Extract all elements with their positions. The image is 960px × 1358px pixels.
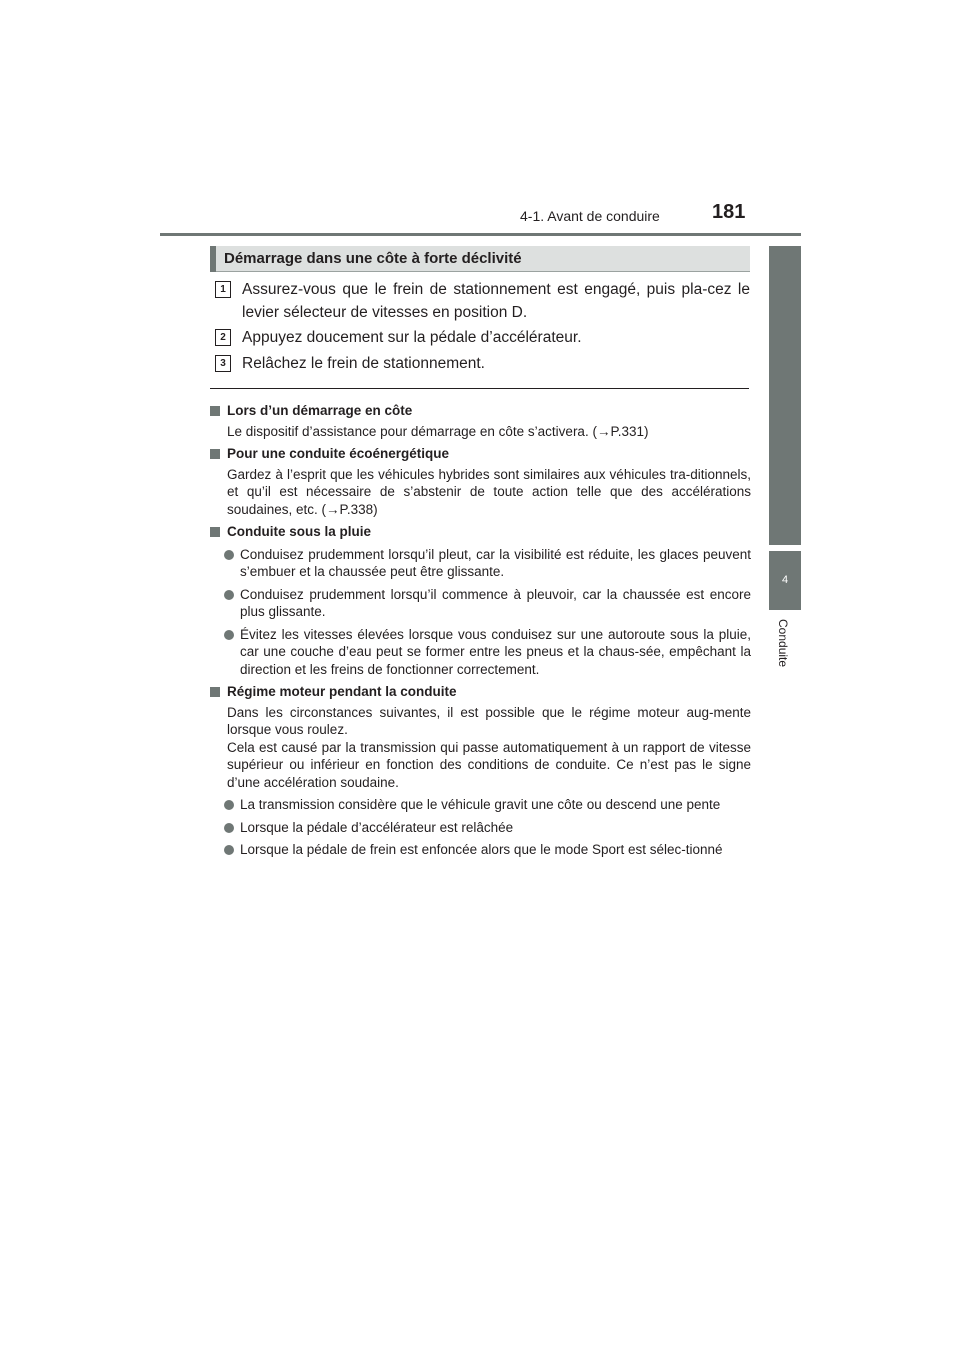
note-heading: Conduite sous la pluie [210, 523, 751, 541]
square-bullet-icon [210, 449, 220, 459]
section-heading [210, 246, 750, 272]
square-bullet-icon [210, 527, 220, 537]
note-paragraph: Gardez à l’esprit que les véhicules hybrides sont similaires aux véhicules tra-ditionnels, et qu’il est nécessaire de s’abstenir de toute action telle que des accélérations soudaines, etc. (→P.338) [227, 466, 751, 517]
side-tab-top [769, 246, 801, 545]
header-section-title: 4-1. Avant de conduire [520, 208, 660, 224]
header-rule [160, 233, 801, 236]
note-bullet: Lorsque la pédale d’accélérateur est relâchée [210, 819, 751, 837]
square-bullet-icon [210, 687, 220, 697]
note-bullet: La transmission considère que le véhicule gravit une côte ou descend une pente [210, 796, 751, 814]
note-paragraph: Cela est causé par la transmission qui passe automatiquement à un rapport de vitesse supérieur ou inférieur en fonction des conditions de conduite. Ce n’est pas le signe d’une accélération soudaine. [227, 739, 751, 790]
note-bullet: Évitez les vitesses élevées lorsque vous conduisez sur une autoroute sous la pluie, car une couche d’eau peut se former entre les pneus et la chaus-sée, empêchant la direction et les freins de fonctionner correctement. [210, 626, 751, 679]
step-number: 3 [215, 355, 231, 372]
step-text: Appuyez doucement sur la pédale d’accélérateur. [242, 329, 582, 346]
circle-bullet-icon [224, 630, 234, 640]
circle-bullet-icon [224, 823, 234, 833]
page-number: 181 [712, 201, 746, 223]
circle-bullet-icon [224, 590, 234, 600]
note-bullet: Lorsque la pédale de frein est enfoncée alors que le mode Sport est sélec-tionné [210, 841, 751, 859]
square-bullet-icon [210, 406, 220, 416]
section-separator [210, 388, 749, 389]
step-number: 1 [215, 281, 231, 298]
notes-content [210, 397, 751, 859]
step-number: 2 [215, 329, 231, 346]
side-tab-chapter-label: Conduite [776, 619, 790, 668]
section-heading-bar [210, 246, 216, 272]
side-tab-chapter-number: 4 [769, 551, 801, 610]
note-paragraph: Dans les circonstances suivantes, il est possible que le régime moteur aug-mente lorsque vous roulez. [227, 704, 751, 737]
step-text: Relâchez le frein de stationnement. [242, 355, 485, 372]
note-bullet: Conduisez prudemment lorsqu’il pleut, car la visibilité est réduite, les glaces peuvent s’embuer et la chaussée peut être glissante. [210, 546, 751, 581]
step-text: Assurez-vous que le frein de stationnement est engagé, puis pla-cez le levier sélecteur de vitesses en position D. [242, 281, 750, 321]
circle-bullet-icon [224, 845, 234, 855]
note-bullet: Conduisez prudemment lorsqu’il commence à pleuvoir, car la chaussée est encore plus glissante. [210, 586, 751, 621]
circle-bullet-icon [224, 800, 234, 810]
note-heading: Régime moteur pendant la conduite [210, 683, 751, 701]
note-paragraph: Le dispositif d’assistance pour démarrage en côte s’activera. (→P.331) [227, 423, 649, 439]
note-heading: Lors d’un démarrage en côte [210, 402, 751, 420]
section-title: Démarrage dans une côte à forte déclivité [224, 250, 522, 267]
circle-bullet-icon [224, 550, 234, 560]
note-heading: Pour une conduite écoénergétique [210, 445, 751, 463]
